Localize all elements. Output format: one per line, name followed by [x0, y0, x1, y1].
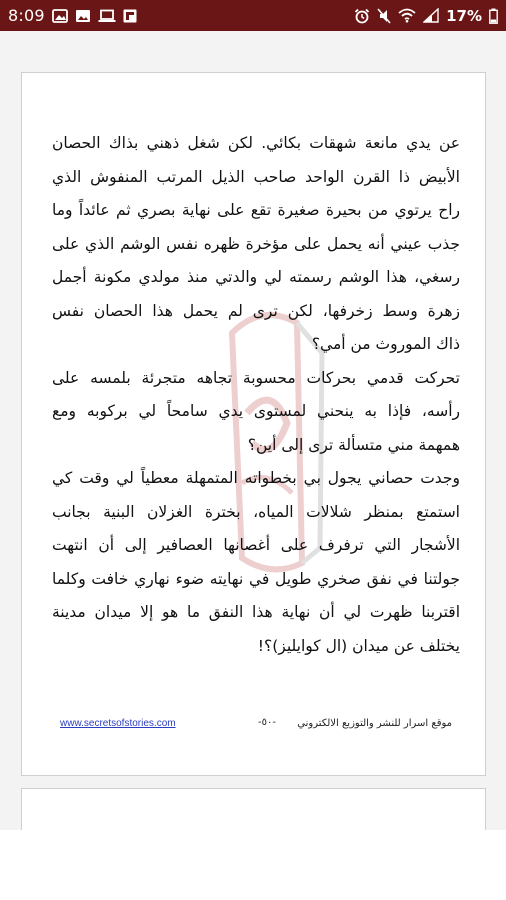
- paragraph: [52, 127, 460, 362]
- text-line: راح يرتوي من بحيرة صغيرة تقع على نهاية بصري ثم عائداً وما: [52, 201, 460, 219]
- page-footer: [60, 718, 452, 734]
- text-line: رسغي، هذا الوشم رسمته لي والدتي منذ مولدي مكونة أجمل: [52, 268, 460, 286]
- text-line: جولتنا في نفق صخري طويل في نهايته ضوء نهاري خافت وكلما: [52, 569, 460, 588]
- image-icon: [52, 9, 68, 23]
- text-line: يختلف عن ميدان (ال كوايليز)؟!: [257, 636, 460, 655]
- next-document-page: [21, 788, 486, 830]
- text-line: همهمة مني متسألة ترى إلى أين؟: [247, 435, 460, 454]
- signal-icon: [423, 8, 439, 23]
- wifi-icon: [398, 8, 416, 23]
- document-viewer[interactable]: [0, 31, 506, 830]
- document-page: [21, 72, 486, 776]
- publisher-name: موقع اسرار للنشر والتوزيع الالكتروني: [297, 718, 452, 729]
- paragraph: [52, 362, 460, 463]
- laptop-icon: [98, 9, 116, 23]
- flipboard-icon: [123, 9, 137, 23]
- status-left-group: [8, 6, 137, 25]
- battery-icon: [489, 8, 498, 24]
- text-line: استمتع بمنظر شلالات المياه، بخترة الغزلان البنية بجانب: [52, 502, 460, 521]
- body-text: [52, 127, 460, 663]
- page-number: -٥٠-: [258, 717, 276, 728]
- text-line: تحركت قدمي بحركات محسوبة تجاهه متجرئة بلمسه على: [52, 368, 460, 387]
- status-clock: 8:09: [8, 6, 45, 25]
- text-line: اقتربنا ظهرت لي أن نهاية هذا النفق ما هو إلا ميدان مدينة: [52, 603, 460, 621]
- text-line: جذب عيني أنه يحمل على مؤخرة ظهره نفس الوشم الذي على: [52, 234, 460, 253]
- website-link[interactable]: www.secretsofstories.com: [60, 718, 176, 729]
- paragraph: [52, 462, 460, 663]
- photo-icon: [75, 9, 91, 23]
- mute-icon: [377, 8, 391, 24]
- alarm-icon: [354, 8, 370, 24]
- text-line: ذاك الموروث من أمي؟: [311, 335, 460, 353]
- text-line: الأبيض ذا القرن الواحد صاحب الذيل المرتب المنفوش الذي: [52, 167, 460, 186]
- text-line: وجدت حصاني يجول بي بخطواته المتمهلة معطياً لي وقت كي: [52, 469, 460, 487]
- battery-percent: 17%: [446, 6, 482, 25]
- text-line: زهرة وسط زخرفها، لكن ترى لم يحمل هذا الحصان نفس: [52, 301, 460, 320]
- status-bar: [0, 0, 506, 31]
- status-right-group: [354, 7, 498, 25]
- text-line: عن يدي مانعة شهقات بكائي. لكن شغل ذهني بذاك الحصان: [52, 134, 460, 152]
- text-line: الأشجار التي ترفرف على أغصانها العصافير إلى أن انتهت: [52, 536, 460, 554]
- text-line: رأسه، فإذا به ينحني لمستوى يدي سامحاً لي بركوبه ومع: [52, 402, 460, 420]
- bottom-blank-area: [0, 830, 506, 900]
